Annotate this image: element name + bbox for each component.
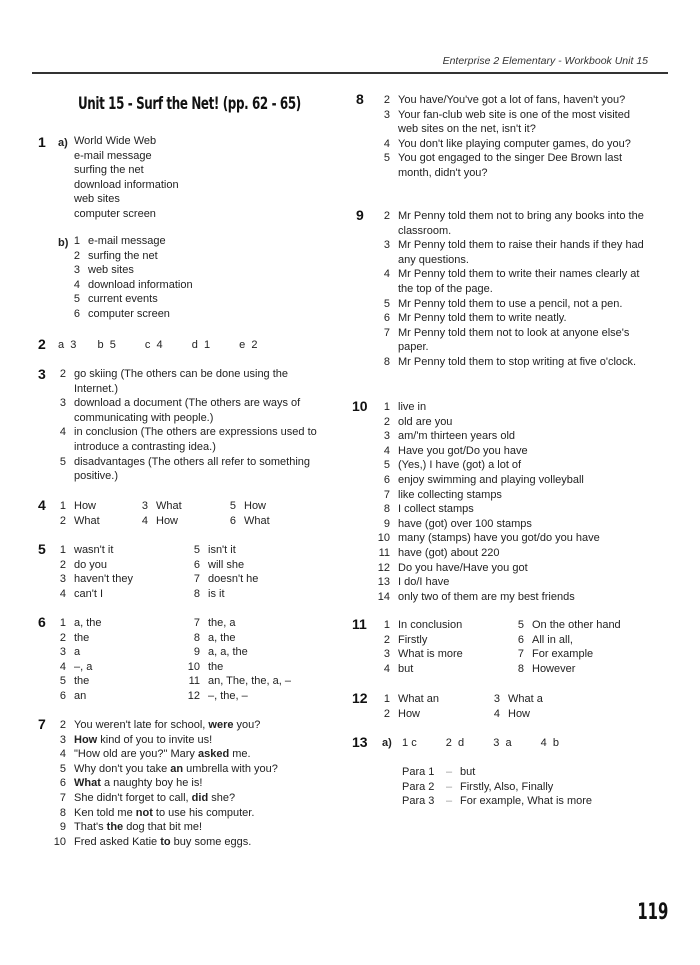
item-text: You got engaged to the singer Dee Brown last month, didn't you? (398, 152, 623, 179)
answer-letter: e (239, 339, 246, 351)
item-number: 1 (73, 235, 80, 247)
item-number: 6 (73, 307, 80, 320)
list-item: web sites (74, 193, 120, 206)
item-number: 1 (383, 693, 390, 705)
ex13-answers (402, 737, 559, 749)
item-text: –, the, – (208, 689, 248, 702)
item-number: 10 (187, 660, 200, 673)
ex3-list (48, 367, 330, 484)
item-number: 10 (53, 835, 66, 848)
item-text: Mr Penny told them to write neatly. (398, 312, 567, 325)
item-number: 3 (383, 108, 390, 121)
exercise-number: 8 (356, 91, 364, 107)
item-number: 12 (377, 561, 390, 574)
item-text: Mr Penny told them to stop writing at five o'clock. (398, 355, 637, 368)
ex10-list (372, 400, 600, 604)
item-text: Mr Penny told them to raise their hands if they had any questions. (398, 239, 644, 266)
list-item (48, 733, 278, 748)
item-text: in conclusion (The others are expressions used to introduce a contrasting idea.) (74, 426, 317, 453)
item-text: but (398, 662, 414, 675)
item-number: 3 (59, 397, 66, 410)
item-text: What is more (398, 648, 463, 661)
item-number: 2 (73, 249, 80, 262)
item-text-post: to use his computer. (152, 806, 255, 819)
item-text: many (stamps) have you got/do you have (398, 532, 600, 545)
item-text-pre: She didn't forget to call, (74, 791, 192, 804)
list-item (372, 488, 600, 503)
item-text: What (74, 514, 100, 527)
item-number: 8 (193, 587, 200, 600)
item-answer-bold: What (74, 777, 101, 790)
list-item (372, 444, 600, 459)
list-item: download information (74, 178, 179, 191)
item-number: 3 (59, 733, 66, 746)
list-item (372, 473, 600, 488)
list-item (48, 776, 278, 791)
item-number: 2 (383, 210, 390, 222)
item-text: What an (398, 693, 439, 705)
ex1-a-list (74, 134, 179, 222)
item-text: live in (398, 401, 427, 413)
exercise-number: 9 (356, 207, 364, 223)
ex9-list (372, 209, 650, 370)
item-number: 6 (59, 689, 66, 702)
list-item (372, 415, 600, 430)
ex13-paragraphs (402, 765, 592, 809)
list-item (62, 292, 193, 307)
item-text-post: me. (229, 748, 251, 761)
para-dash: – (446, 766, 453, 778)
item-text: You don't like playing computer games, do you? (398, 137, 631, 150)
list-item (48, 791, 278, 806)
item-number: 9 (383, 517, 390, 530)
item-text: Firstly (398, 633, 428, 646)
item-text: For example (532, 648, 594, 661)
para-row (402, 794, 592, 809)
item-text: have (got) about 220 (398, 546, 500, 559)
item-number: 2 (59, 368, 66, 380)
unit-title: Unit 15 - Surf the Net! (pp. 62 - 65) (78, 94, 301, 114)
exercise-number: 3 (38, 366, 46, 382)
list-item (48, 762, 278, 777)
para-text: For example, What is more (460, 795, 593, 808)
item-text-pre: You weren't late for school, (74, 719, 209, 731)
item-text: a (74, 646, 81, 659)
item-number: 7 (383, 326, 390, 339)
item-text: only two of them are my best friends (398, 590, 575, 603)
answer-number: 3 (70, 339, 77, 351)
item-number: 9 (59, 821, 66, 834)
item-number: 5 (517, 619, 524, 631)
item-number: 8 (59, 806, 66, 819)
list-item (62, 307, 193, 322)
ex7-list (48, 718, 278, 849)
item-text: enjoy swimming and playing volleyball (398, 473, 584, 486)
item-number: 2 (383, 94, 390, 106)
exercise-number: 6 (38, 614, 46, 630)
list-item (48, 396, 330, 425)
list-item (372, 590, 600, 605)
item-number: 3 (383, 239, 390, 252)
item-number: 8 (517, 662, 524, 675)
item-text: How (398, 707, 421, 720)
item-number: 4 (383, 662, 390, 675)
list-item (372, 238, 650, 267)
item-number: 4 (383, 268, 390, 281)
answer-letter: d (458, 737, 465, 749)
item-text: a, the (208, 631, 236, 644)
item-number: 2 (59, 631, 66, 644)
item-number: 6 (517, 633, 524, 646)
para-label: Para 2 (402, 780, 435, 793)
item-text: the (74, 675, 90, 688)
item-answer-bold: did (191, 791, 209, 804)
item-number: 6 (193, 558, 200, 571)
item-number: 4 (141, 514, 148, 527)
item-number: 3 (59, 573, 66, 586)
item-text-post: you? (233, 719, 261, 731)
item-text: How (244, 500, 267, 512)
part-label: a) (58, 137, 68, 149)
para-dash: – (446, 780, 453, 793)
item-text: doesn't he (208, 573, 259, 586)
list-item: surfing the net (74, 164, 144, 177)
item-text: All in all, (532, 633, 573, 646)
item-number: 7 (193, 617, 200, 629)
list-item (372, 297, 650, 312)
list-item (372, 209, 650, 238)
item-answer-bold: an (170, 762, 184, 775)
item-text: However (532, 662, 576, 675)
item-text-post: she? (208, 791, 236, 804)
item-text: download information (88, 278, 193, 291)
item-text: do you (74, 558, 108, 571)
item-number: 5 (193, 544, 200, 556)
item-text: e-mail message (88, 235, 166, 247)
item-text: old are you (398, 415, 453, 428)
item-number: 4 (59, 748, 66, 761)
item-text: surfing the net (88, 249, 158, 262)
exercise-number: 10 (352, 398, 368, 414)
item-answer-bold: asked (197, 748, 230, 761)
item-text-pre: Why don't you take (74, 762, 171, 775)
item-number: 7 (59, 791, 66, 804)
item-number: 5 (229, 500, 236, 512)
answer-number: 5 (109, 339, 116, 351)
answer-number: 2 (445, 737, 452, 749)
item-number: 4 (383, 137, 390, 150)
item-number: 3 (73, 264, 80, 277)
item-number: 4 (59, 587, 66, 600)
list-item (372, 326, 650, 355)
item-number: 8 (193, 631, 200, 644)
item-answer-bold: were (208, 719, 234, 731)
item-number: 5 (73, 293, 80, 306)
item-number: 4 (59, 426, 66, 439)
item-text-post: a naughty boy he is! (100, 777, 203, 790)
item-text: an (74, 689, 87, 702)
item-number: 14 (377, 590, 390, 603)
item-number: 5 (383, 459, 390, 472)
item-text: a, a, the (208, 646, 248, 659)
item-text: Do you have/Have you got (398, 561, 528, 574)
list-item (372, 311, 650, 326)
item-text: computer screen (88, 307, 170, 320)
item-text: like collecting stamps (398, 488, 502, 501)
item-text: How (508, 707, 531, 720)
item-number: 11 (188, 675, 200, 688)
item-number: 5 (383, 152, 390, 165)
item-number: 4 (383, 444, 390, 457)
answer-number: 1 (402, 737, 409, 749)
item-number: 6 (383, 473, 390, 486)
item-text: Have you got/Do you have (398, 444, 528, 457)
item-number: 7 (517, 648, 524, 661)
item-number: 12 (187, 689, 200, 702)
answer-number: 1 (203, 339, 211, 351)
item-number: 1 (383, 401, 390, 413)
answer-letter: a (505, 737, 512, 749)
page-number: 119 (637, 900, 668, 925)
item-text: isn't it (208, 544, 236, 556)
item-number: 3 (383, 648, 390, 661)
item-text: web sites (88, 264, 134, 277)
item-text: the (208, 660, 224, 673)
item-text: In conclusion (398, 619, 463, 631)
item-number: 4 (493, 707, 500, 720)
item-number: 4 (59, 660, 66, 673)
item-number: 2 (383, 633, 390, 646)
answer-letter: c (411, 737, 417, 749)
list-item (372, 575, 600, 590)
item-text: I do/I have (398, 576, 450, 589)
answer-letter: a (58, 339, 65, 351)
item-number: 13 (377, 576, 390, 589)
item-number: 3 (59, 646, 66, 659)
item-number: 5 (59, 455, 66, 468)
item-number: 7 (383, 488, 390, 501)
answer-number: 2 (251, 339, 258, 351)
exercise-number: 4 (38, 497, 46, 513)
item-number: 6 (59, 777, 66, 790)
list-item (372, 429, 600, 444)
item-text: can't I (74, 587, 104, 600)
item-text: a, the (74, 617, 102, 629)
running-header: Enterprise 2 Elementary - Workbook Unit 15 (442, 55, 648, 67)
list-item (48, 367, 330, 396)
item-text: How (74, 500, 97, 512)
list-item: World Wide Web (74, 135, 157, 147)
item-text: will she (208, 558, 245, 571)
list-item (48, 747, 278, 762)
item-text: disadvantages (The others all refer to something positive.) (74, 455, 311, 483)
exercise-number: 2 (38, 336, 46, 352)
list-item (372, 400, 600, 415)
list-item (372, 93, 650, 108)
item-number: 2 (383, 707, 390, 720)
item-number: 1 (59, 500, 66, 512)
header-rule (32, 72, 668, 74)
item-text: Mr Penny told them not to bring any books into the classroom. (398, 210, 644, 237)
item-text: the (74, 631, 90, 644)
answer-number: 3 (493, 737, 500, 749)
exercise-number: 5 (38, 541, 46, 557)
item-number: 5 (383, 297, 390, 310)
item-number: 8 (383, 355, 390, 368)
list-item (62, 278, 193, 293)
list-item (372, 458, 600, 473)
item-answer-bold: How (74, 733, 98, 746)
item-text: am/'m thirteen years old (398, 430, 516, 443)
item-text: haven't they (74, 573, 133, 586)
list-item (62, 234, 193, 249)
item-number: 6 (383, 312, 390, 325)
item-number: 1 (59, 544, 66, 556)
para-text: Firstly, Also, Finally (460, 780, 554, 793)
item-text-post: umbrella with you? (183, 762, 278, 775)
list-item (48, 806, 278, 821)
answer-letter: d (191, 339, 198, 351)
para-dash: – (446, 795, 453, 808)
list-item (48, 718, 278, 733)
exercise-number: 7 (38, 716, 46, 732)
item-text: What a (508, 693, 543, 705)
item-number: 5 (59, 762, 66, 775)
list-item (62, 263, 193, 278)
item-number: 6 (229, 514, 236, 527)
list-item (62, 249, 193, 264)
item-text: What (244, 514, 270, 527)
item-text-pre: "How old are you?" Mary (74, 748, 198, 761)
item-text: have (got) over 100 stamps (398, 517, 532, 530)
answer-number: 4 (540, 737, 547, 749)
item-text: Mr Penny told them to write their names clearly at the top of the page. (398, 268, 640, 295)
item-text: go skiing (The others can be done using the Internet.) (74, 368, 289, 395)
para-text: but (460, 766, 476, 778)
item-text: wasn't it (74, 544, 114, 556)
list-item (48, 835, 278, 850)
item-number: 3 (141, 500, 148, 512)
item-text: What (156, 500, 182, 512)
list-item (372, 355, 650, 370)
item-answer-bold: to (160, 835, 171, 848)
item-text-pre: Fred asked Katie (74, 835, 161, 848)
item-number: 5 (59, 675, 66, 688)
item-number: 2 (383, 415, 390, 428)
list-item (48, 425, 330, 454)
item-text: Mr Penny told them to use a pencil, not a pen. (398, 297, 623, 310)
item-text: current events (88, 293, 158, 306)
item-number: 4 (73, 278, 80, 291)
item-number: 2 (59, 558, 66, 571)
item-text: Mr Penny told them not to look at anyone else's paper. (398, 326, 630, 354)
list-item (372, 531, 600, 546)
item-text: (Yes,) I have (got) a lot of (398, 459, 522, 472)
para-row (402, 780, 592, 795)
exercise-number: 13 (352, 734, 368, 750)
list-item (372, 502, 600, 517)
list-item (372, 137, 650, 152)
para-label: Para 3 (402, 795, 435, 808)
item-text: –, a (74, 660, 93, 673)
answer-number: 4 (156, 339, 163, 351)
item-number: 9 (193, 646, 200, 659)
item-number: 10 (377, 532, 390, 545)
item-answer-bold: the (106, 821, 124, 834)
exercise-number: 1 (38, 134, 46, 150)
item-text: Your fan-club web site is one of the most visited web sites on the net, isn't it? (398, 108, 630, 136)
item-number: 1 (59, 617, 66, 629)
list-item (372, 151, 650, 180)
list-item (372, 267, 650, 296)
ex2-answers (58, 339, 258, 351)
item-text: I collect stamps (398, 503, 474, 516)
ex1-b-list (62, 234, 193, 322)
answer-letter: c (144, 339, 151, 351)
exercise-number: 12 (352, 690, 368, 706)
para-label: Para 1 (402, 766, 435, 778)
item-text-pre: Ken told me (74, 806, 136, 819)
item-number: 2 (59, 514, 66, 527)
item-text-post: buy some eggs. (170, 835, 252, 848)
item-number: 3 (493, 693, 500, 705)
exercise-number: 11 (352, 616, 367, 632)
list-item: e-mail message (74, 149, 152, 162)
item-text: an, The, the, a, – (208, 675, 291, 688)
list-item (48, 820, 278, 835)
list-item (372, 561, 600, 576)
item-answer-bold: not (135, 806, 153, 819)
list-item (372, 108, 650, 137)
part-label: b) (58, 237, 69, 249)
item-number: 8 (383, 503, 390, 516)
answer-letter: b (552, 737, 559, 749)
para-row (402, 765, 592, 780)
ex8-list (372, 93, 650, 181)
item-text: download a document (The others are ways of communicating with people.) (74, 397, 301, 424)
item-text-post: dog that bit me! (123, 821, 203, 834)
item-text: You have/You've got a lot of fans, haven't you? (398, 94, 626, 106)
item-text: is it (208, 587, 225, 600)
item-text: On the other hand (532, 619, 621, 631)
item-text-post: kind of you to invite us! (97, 733, 213, 746)
list-item (372, 517, 600, 532)
list-item: computer screen (74, 207, 156, 220)
item-number: 2 (59, 719, 66, 731)
item-text: How (156, 514, 179, 527)
item-number: 7 (193, 573, 200, 586)
answer-letter: b (97, 339, 104, 351)
item-number: 11 (378, 546, 390, 559)
part-label: a) (382, 737, 392, 749)
list-item (372, 546, 600, 561)
list-item (48, 455, 330, 484)
item-number: 3 (383, 430, 390, 443)
item-text-pre: That's (74, 821, 107, 834)
item-text: the, a (208, 617, 236, 629)
item-number: 1 (383, 619, 390, 631)
